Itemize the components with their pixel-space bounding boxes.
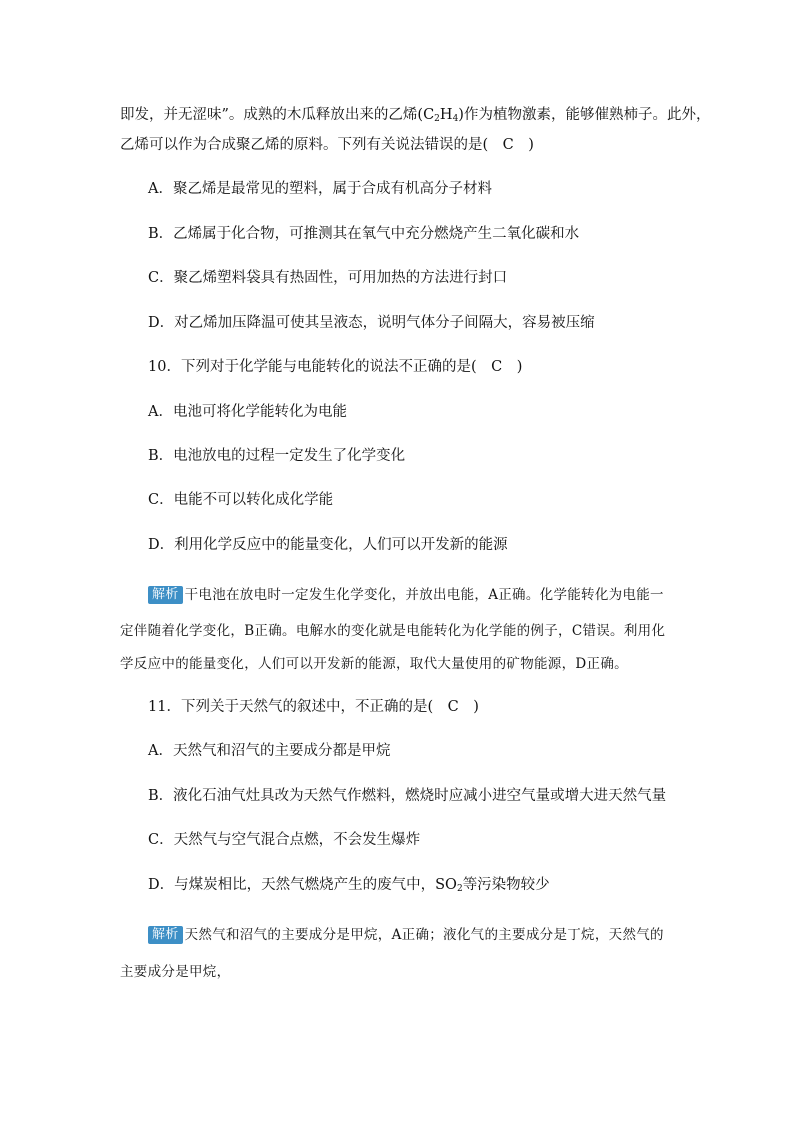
q9-option-a: A．聚乙烯是最常见的塑料，属于合成有机高分子材料	[148, 181, 492, 197]
analysis-badge: 解析	[148, 926, 183, 944]
intro-text-c: )作为植物激素，能够催熟柿子。此外，	[458, 107, 711, 123]
subscript-2: 2	[434, 114, 440, 124]
q11-option-c: C．天然气与空气混合点燃，不会发生爆炸	[148, 832, 421, 848]
q11-option-b: B．液化石油气灶具改为天然气作燃料，燃烧时应减小进空气量或增大进天然气量	[148, 788, 667, 804]
q11-stem: 11．下列关于天然气的叙述中，不正确的是( C )	[148, 699, 479, 715]
analysis-text: 天然气和沼气的主要成分是甲烷，A正确；液化气的主要成分是丁烷，天然气的	[184, 927, 664, 943]
intro-line-1	[120, 105, 710, 125]
q10-analysis-line-3: 学反应中的能量变化，人们可以开发新的能源，取代大量使用的矿物能源，D正确。	[120, 656, 628, 672]
q10-analysis-line-2: 定伴随着化学变化，B正确。电解水的变化就是电能转化为化学能的例子，C错误。利用化	[120, 623, 666, 639]
q10-option-b: B．电池放电的过程一定发生了化学变化	[148, 448, 406, 464]
intro-text-a: 即发，并无涩味”。成熟的木瓜释放出来的乙烯(C	[120, 107, 435, 123]
analysis-text: 干电池在放电时一定发生化学变化，并放出电能，A正确。化学能转化为电能一	[184, 587, 664, 603]
subscript-2: 2	[456, 884, 463, 894]
q11-analysis-line-2: 主要成分是甲烷，	[120, 964, 231, 980]
q10-option-d: D．利用化学反应中的能量变化，人们可以开发新的能源	[148, 537, 508, 553]
q11-option-d	[148, 875, 550, 895]
subscript-4: 4	[452, 114, 459, 124]
q10-stem: 10．下列对于化学能与电能转化的说法不正确的是( C )	[148, 359, 523, 375]
q9-option-d: D．对乙烯加压降温可使其呈液态，说明气体分子间隔大，容易被压缩	[148, 315, 595, 331]
q11-analysis-line-1	[148, 925, 664, 945]
q9-stem: 乙烯可以作为合成聚乙烯的原料。下列有关说法错误的是( C )	[120, 137, 534, 153]
intro-text-b: H	[439, 107, 453, 123]
q10-option-c: C．电能不可以转化成化学能	[148, 492, 334, 508]
q9-option-b: B．乙烯属于化合物，可推测其在氧气中充分燃烧产生二氧化碳和水	[148, 226, 580, 242]
q10-analysis-line-1	[148, 585, 664, 605]
q10-option-a: A．电池可将化学能转化为电能	[148, 404, 347, 420]
analysis-badge: 解析	[148, 586, 183, 604]
q9-option-c: C．聚乙烯塑料袋具有热固性，可用加热的方法进行封口	[148, 270, 508, 286]
option-d-text-b: 等污染物较少	[462, 877, 550, 893]
option-d-text-a: D．与煤炭相比，天然气燃烧产生的废气中，SO	[148, 877, 457, 893]
q11-option-a: A．天然气和沼气的主要成分都是甲烷	[148, 743, 391, 759]
